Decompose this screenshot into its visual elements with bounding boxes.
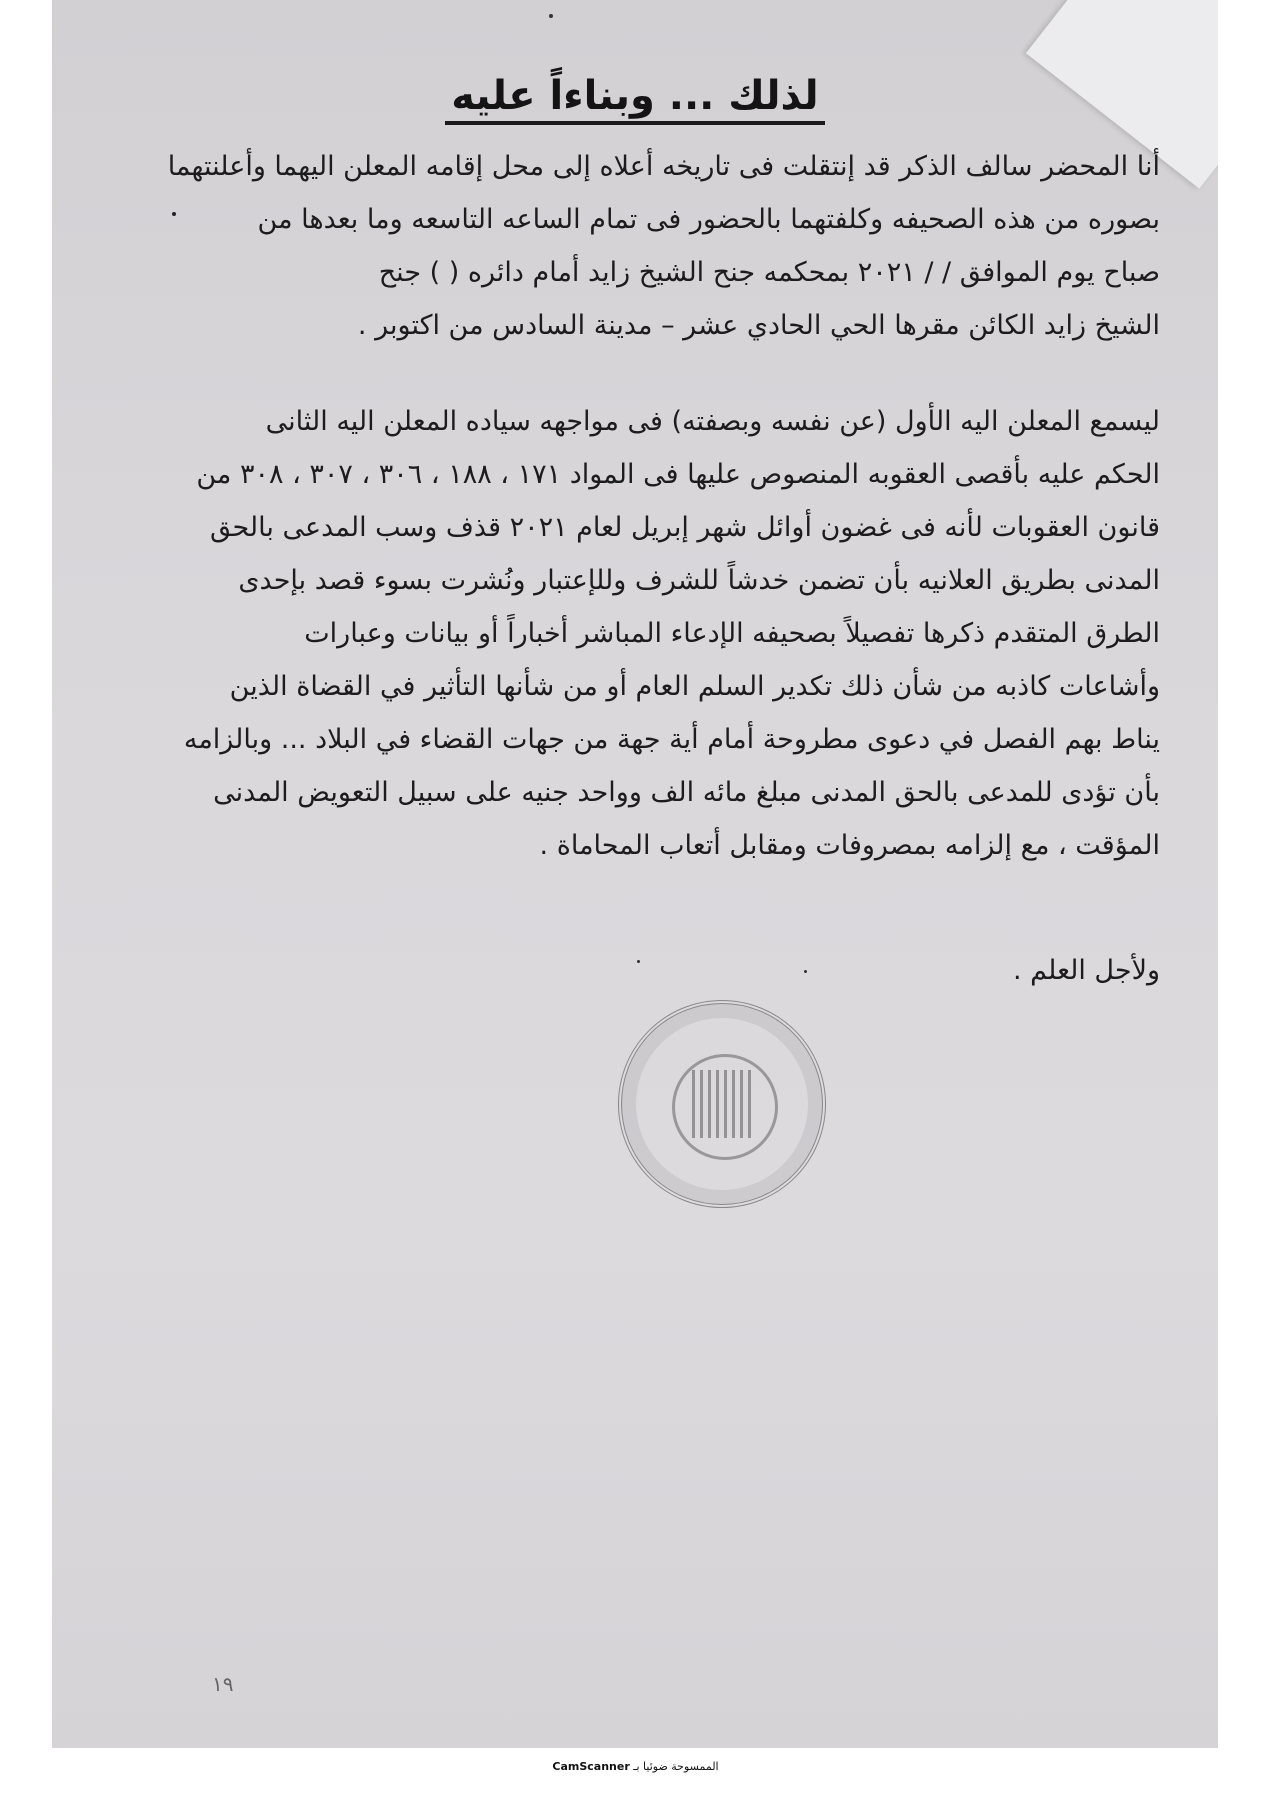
text-line: الحكم عليه بأقصى العقوبه المنصوص عليها فى المواد ١٧١ ، ١٨٨ ، ٣٠٦ ، ٣٠٧ ، ٣٠٨ من: [196, 459, 1160, 490]
document-title: [52, 72, 1218, 119]
speck: [637, 960, 640, 963]
closing-line: ولأجل العلم .: [1013, 955, 1160, 986]
text-line: الشيخ زايد الكائن مقرها الحي الحادي عشر – مدينة السادس من اكتوبر .: [357, 310, 1160, 341]
official-seal-stamp: [618, 1000, 826, 1208]
text-line: الطرق المتقدم ذكرها تفصيلاً بصحيفه الإدعاء المباشر أخباراً أو بيانات وعبارات: [304, 618, 1160, 649]
page-number: ١٩: [212, 1672, 234, 1696]
text-line: بصوره من هذه الصحيفه وكلفتهما بالحضور فى تمام الساعه التاسعه وما بعدها من: [257, 204, 1160, 235]
scanner-app-name: CamScanner: [552, 1760, 630, 1773]
paragraph-summons: [80, 140, 1160, 352]
paragraph-claims: [70, 395, 1160, 872]
text-line: ليسمع المعلن اليه الأول (عن نفسه وبصفته) فى مواجهه سياده المعلن اليه الثانى: [265, 406, 1160, 437]
text-line: وأشاعات كاذبه من شأن ذلك تكدير السلم العام أو من شأنها التأثير في القضاة الذين: [229, 671, 1160, 702]
speck: [804, 970, 807, 973]
scanner-watermark: [0, 1760, 1271, 1773]
document-title-text: لذلك ... وبناءاً عليه: [445, 73, 824, 125]
scanner-prefix: الممسوحة ضوئيا بـ: [633, 1760, 719, 1773]
text-line: المؤقت ، مع إلزامه بمصروفات ومقابل أتعاب المحاماة .: [539, 830, 1160, 861]
text-line: أنا المحضر سالف الذكر قد إنتقلت فى تاريخه أعلاه إلى محل إقامه المعلن اليهما وأعلنتهما: [167, 151, 1160, 182]
text-line: قانون العقوبات لأنه فى غضون أوائل شهر إبريل لعام ٢٠٢١ قذف وسب المدعى بالحق: [209, 512, 1160, 543]
text-line: بأن تؤدى للمدعى بالحق المدنى مبلغ مائه الف وواحد جنيه على سبيل التعويض المدنى: [213, 777, 1160, 808]
scanned-page: [52, 0, 1218, 1748]
seal-emblem-icon: [692, 1070, 752, 1138]
text-line: صباح يوم الموافق / / ٢٠٢١ بمحكمه جنح الشيخ زايد أمام دائره ( ) جنح: [378, 257, 1160, 288]
text-line: المدنى بطريق العلانيه بأن تضمن خدشاً للشرف وللإعتبار ونُشرت بسوء قصد بإحدى: [238, 565, 1160, 596]
speck: [549, 14, 553, 18]
text-line: يناط بهم الفصل في دعوى مطروحة أمام أية جهة من جهات القضاء في البلاد ... وبالزامه: [183, 724, 1160, 755]
